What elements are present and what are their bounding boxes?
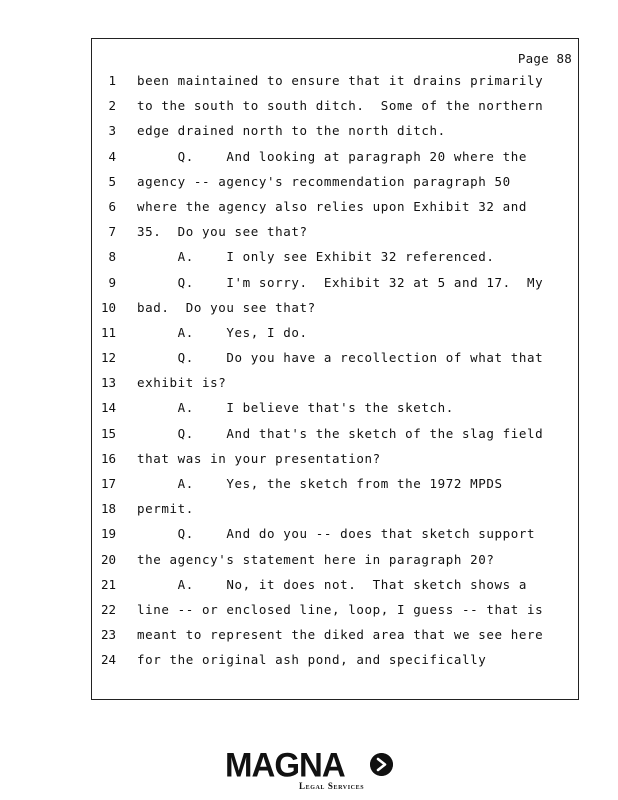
line-number: 22 [100,601,116,617]
transcript-line [92,650,578,675]
line-number: 11 [100,324,116,340]
line-number: 24 [100,652,116,668]
line-text: A. I believe that's the sketch. [137,400,454,416]
line-number: 15 [100,425,116,441]
line-text: bad. Do you see that? [137,299,316,315]
line-text: agency -- agency's recommendation paragraph 50 [137,173,511,189]
transcript-line [92,474,578,499]
line-text: permit. [137,501,194,517]
logo-wordmark: MAGNA [225,745,345,784]
line-number: 2 [108,98,116,114]
line-number: 16 [100,450,116,466]
transcript-line [92,524,578,549]
line-number: 3 [108,123,116,139]
transcript-line [92,96,578,121]
line-text: exhibit is? [137,375,227,391]
transcript-line [92,247,578,272]
line-text: A. Yes, I do. [137,324,308,340]
transcript-line [92,449,578,474]
line-text: A. I only see Exhibit 32 referenced. [137,249,495,265]
transcript-line [92,625,578,650]
line-number: 21 [100,576,116,592]
line-number: 7 [108,224,116,240]
transcript-line [92,71,578,96]
line-text: for the original ash pond, and specifically [137,652,487,668]
transcript-line [92,172,578,197]
transcript-line [92,121,578,146]
transcript-line [92,147,578,172]
line-text: the agency's statement here in paragraph 20? [137,551,495,567]
transcript-line [92,424,578,449]
line-text: A. No, it does not. That sketch shows a [137,576,528,592]
transcript-line [92,222,578,247]
line-number: 4 [108,148,116,164]
line-text: where the agency also relies upon Exhibit 32 and [137,198,528,214]
line-number: 8 [108,249,116,265]
transcript-line [92,600,578,625]
line-number: 19 [100,526,116,542]
transcript-line [92,273,578,298]
line-number: 13 [100,375,116,391]
line-text: A. Yes, the sketch from the 1972 MPDS [137,476,503,491]
line-text: 35. Do you see that? [137,224,308,240]
transcript-line [92,298,578,323]
line-number: 1 [108,73,116,88]
transcript-line [92,550,578,575]
line-number: 18 [100,501,116,517]
chevron-right-circle-icon [370,753,393,776]
transcript-lines [92,71,578,676]
line-number: 20 [100,551,116,567]
line-text: Q. And do you -- does that sketch support [137,526,536,542]
line-number: 12 [100,350,116,366]
line-number: 14 [100,400,116,416]
line-text: line -- or enclosed line, loop, I guess -- that is [137,601,544,617]
transcript-page [91,38,579,700]
line-number: 23 [100,627,116,643]
transcript-line [92,197,578,222]
line-number: 17 [100,476,116,491]
transcript-line [92,499,578,524]
line-number: 6 [108,198,116,214]
transcript-line [92,575,578,600]
line-number: 10 [100,299,116,315]
line-text: Q. Do you have a recollection of what that [137,350,544,366]
transcript-line [92,348,578,373]
transcript-line [92,373,578,398]
line-text: edge drained north to the north ditch. [137,123,446,139]
line-number: 9 [108,274,116,290]
line-text: Q. And looking at paragraph 20 where the [137,148,528,164]
line-text: Q. And that's the sketch of the slag field [137,425,544,441]
company-logo [225,746,395,794]
logo-subtitle: Legal Services [299,781,365,791]
line-text: meant to represent the diked area that we see here [137,627,544,643]
line-text: been maintained to ensure that it drains primarily [137,73,544,88]
transcript-line [92,323,578,348]
page-number: Page 88 [517,51,572,66]
transcript-line [92,398,578,423]
line-number: 5 [108,173,116,189]
line-text: to the south to south ditch. Some of the northern [137,98,544,114]
line-text: Q. I'm sorry. Exhibit 32 at 5 and 17. My [137,274,544,290]
line-text: that was in your presentation? [137,450,381,466]
